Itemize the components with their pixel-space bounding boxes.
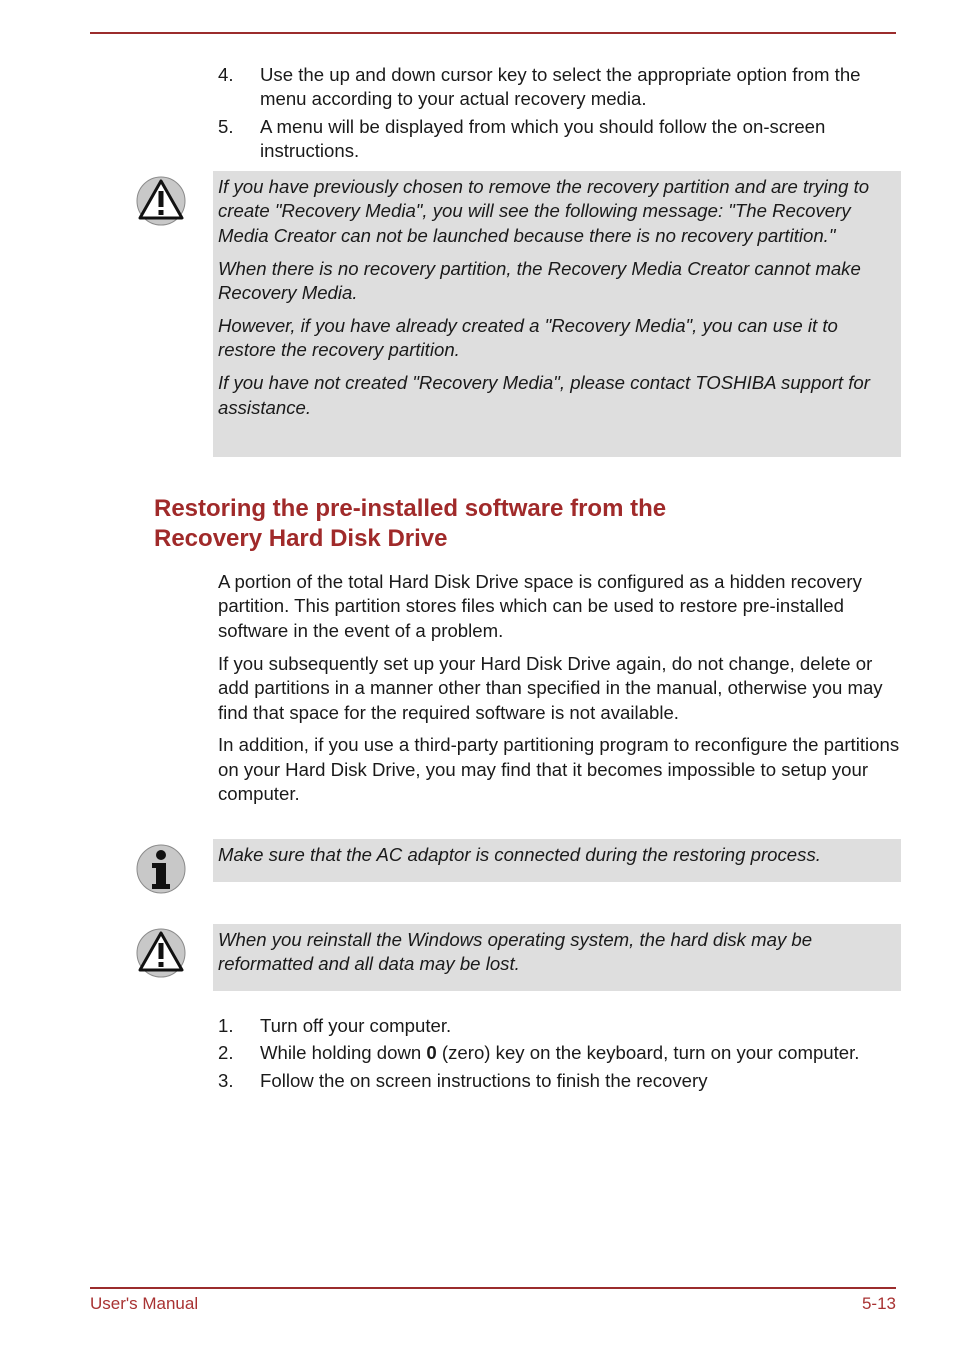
info-note: Make sure that the AC adaptor is connected during the restoring process.: [213, 839, 901, 882]
info-icon: [136, 844, 186, 894]
warning-triangle-icon: [136, 176, 186, 226]
header-rule: [90, 32, 896, 34]
caution-note: When you reinstall the Windows operating system, the hard disk may be reformatted and all data may be lost.: [213, 924, 901, 991]
caution-note: If you have previously chosen to remove the recovery partition and are trying to create "Recovery Media", you will see the following message: "The Recovery Media Creator can not be launched because there is no recovery partition." When there is no recovery partition, the Recovery Media Creator cannot make Recovery Media. However, if you have already created a "Recovery Media", you can use it to restore the recovery partition. If you have not created "Recovery Media", please contact TOSHIBA support for assistance.: [213, 171, 901, 457]
footer-title: User's Manual: [90, 1294, 199, 1313]
footer-rule: [90, 1287, 896, 1289]
page-number: 5-13: [861, 1294, 896, 1313]
list-item: 5. A menu will be displayed from which you should follow the on-screen instructions.: [218, 115, 826, 161]
list-item: 2. While holding down 0 (zero) key on the keyboard, turn on your computer.: [218, 1042, 860, 1064]
list-item: 4. Use the up and down cursor key to select the appropriate option from the menu according to your actual recovery media.: [218, 64, 861, 110]
body-text: A portion of the total Hard Disk Drive space is configured as a hidden recovery partition. This partition stores files which can be used to restore pre-installed software in the event of a problem. If you subsequently set up your Hard Disk Drive again, do not change, delete or add partitions in a manner other than specified in the manual, otherwise you may find that space for the required software is not available. In addition, if you use a third-party partitioning program to reconfigure the partitions on your Hard Disk Drive, you may find that it becomes impossible to setup your computer.: [218, 571, 900, 805]
warning-triangle-icon: [136, 928, 186, 978]
list-item: 3. Follow the on screen instructions to finish the recovery: [218, 1069, 708, 1091]
list-item: 1. Turn off your computer.: [218, 1015, 452, 1036]
section-title: Restoring the pre-installed software from the Recovery Hard Disk Drive: [154, 495, 667, 552]
steps-list-top: [218, 63, 898, 166]
steps-list-bottom: [218, 1014, 898, 1096]
